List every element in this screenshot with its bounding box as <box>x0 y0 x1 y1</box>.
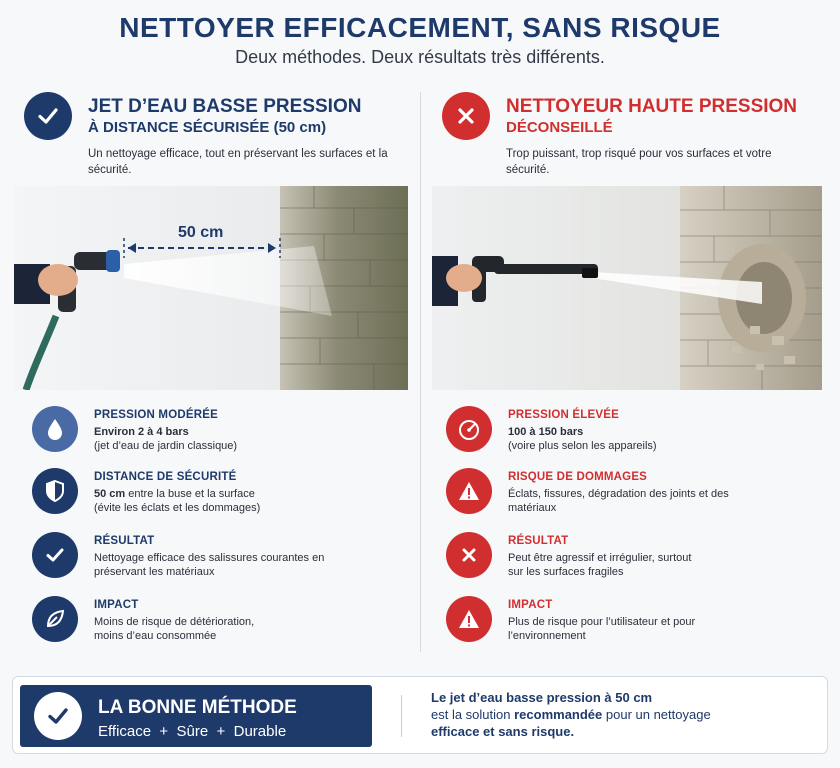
feature-title: DISTANCE DE SÉCURITÉ <box>94 471 237 483</box>
feature-value: 100 à 150 bars <box>508 426 584 438</box>
cross-icon <box>446 532 492 578</box>
feature-title: RISQUE DE DOMMAGES <box>508 471 648 483</box>
cross-icon <box>442 92 490 140</box>
column-title: JET D’EAU BASSE PRESSION <box>88 96 362 117</box>
feature-description <box>94 425 414 453</box>
feature-description: Moins de risque de détérioration, moins d’eau consommée <box>94 616 255 642</box>
feature-title: IMPACT <box>508 599 553 611</box>
low-pressure-column <box>18 88 418 668</box>
banner-subtitle: Efficace + Sûre + Durable <box>98 723 287 740</box>
feature-pressure <box>18 406 418 466</box>
feature-description: Peut être agressif et irrégulier, surtout sur les surfaces fragiles <box>508 552 692 578</box>
feature-description: Éclats, fissures, dégradation des joints et des matériaux <box>508 488 729 514</box>
shield-icon <box>32 468 78 514</box>
high-pressure-column <box>432 88 832 668</box>
banner-separator <box>401 695 402 737</box>
column-subtitle: À DISTANCE SÉCURISÉE (50 cm) <box>88 119 327 136</box>
feature-title: RÉSULTAT <box>508 535 569 547</box>
distance-label: 50 cm <box>178 224 224 241</box>
feature-note-2: (évite les éclats et les dommages) <box>94 502 261 514</box>
feature-value: Environ 2 à 4 bars <box>94 426 189 438</box>
checkmark-icon <box>34 692 82 740</box>
feature-distance <box>18 468 418 528</box>
feature-result <box>18 532 418 592</box>
feature-title: IMPACT <box>94 599 139 611</box>
banner-line-2-bold: recommandée <box>514 707 603 722</box>
gauge-icon <box>446 406 492 452</box>
feature-description: Plus de risque pour l’utilisateur et pour l’environnement <box>508 616 696 642</box>
feature-value: 50 cm <box>94 488 126 500</box>
banner-line-2-prefix: est la solution <box>431 707 515 722</box>
checkmark-icon <box>32 532 78 578</box>
low-pressure-photo <box>14 186 408 390</box>
header <box>0 0 840 78</box>
feature-pressure <box>432 406 832 466</box>
feature-note: (voire plus selon les appareils) <box>508 440 657 452</box>
banner-title: LA BONNE MÉTHODE <box>98 697 297 718</box>
feature-description <box>94 487 414 515</box>
high-pressure-photo <box>432 186 822 390</box>
column-title: NETTOYEUR HAUTE PRESSION <box>506 96 798 117</box>
feature-description <box>508 425 828 453</box>
feature-result <box>432 532 832 592</box>
feature-title: RÉSULTAT <box>94 535 155 547</box>
page-subtitle: Deux méthodes. Deux résultats très différents. <box>235 47 605 67</box>
column-description: Trop puissant, trop risqué pour vos surfaces et votre sécurité. <box>506 148 772 176</box>
banner-line-2-suffix: pour un nettoyage <box>602 707 711 722</box>
recommendation-banner <box>12 676 828 754</box>
feature-title: PRESSION ÉLEVÉE <box>508 409 620 421</box>
warning-icon <box>446 468 492 514</box>
column-subtitle: DÉCONSEILLÉ <box>506 119 613 136</box>
feature-description: Nettoyage efficace des salissures courantes en préservant les matériaux <box>94 552 325 578</box>
column-description: Un nettoyage efficace, tout en préservant les surfaces et la sécurité. <box>88 148 388 176</box>
banner-message <box>431 689 821 740</box>
feature-impact <box>432 596 832 656</box>
warning-icon <box>446 596 492 642</box>
column-divider <box>420 92 421 652</box>
leaf-icon <box>32 596 78 642</box>
feature-damage-risk <box>432 468 832 528</box>
feature-title: PRESSION MODÉRÉE <box>94 409 218 421</box>
feature-note: entre la buse et la surface <box>125 488 255 500</box>
good-method-panel <box>20 685 372 747</box>
feature-impact <box>18 596 418 656</box>
checkmark-icon <box>24 92 72 140</box>
feature-note: (jet d’eau de jardin classique) <box>94 440 238 452</box>
banner-line-3: efficace et sans risque. <box>431 724 575 739</box>
page-title: NETTOYER EFFICACEMENT, SANS RISQUE <box>119 12 721 43</box>
water-drop-icon <box>32 406 78 452</box>
banner-line-1: Le jet d’eau basse pression à 50 cm <box>431 690 653 705</box>
